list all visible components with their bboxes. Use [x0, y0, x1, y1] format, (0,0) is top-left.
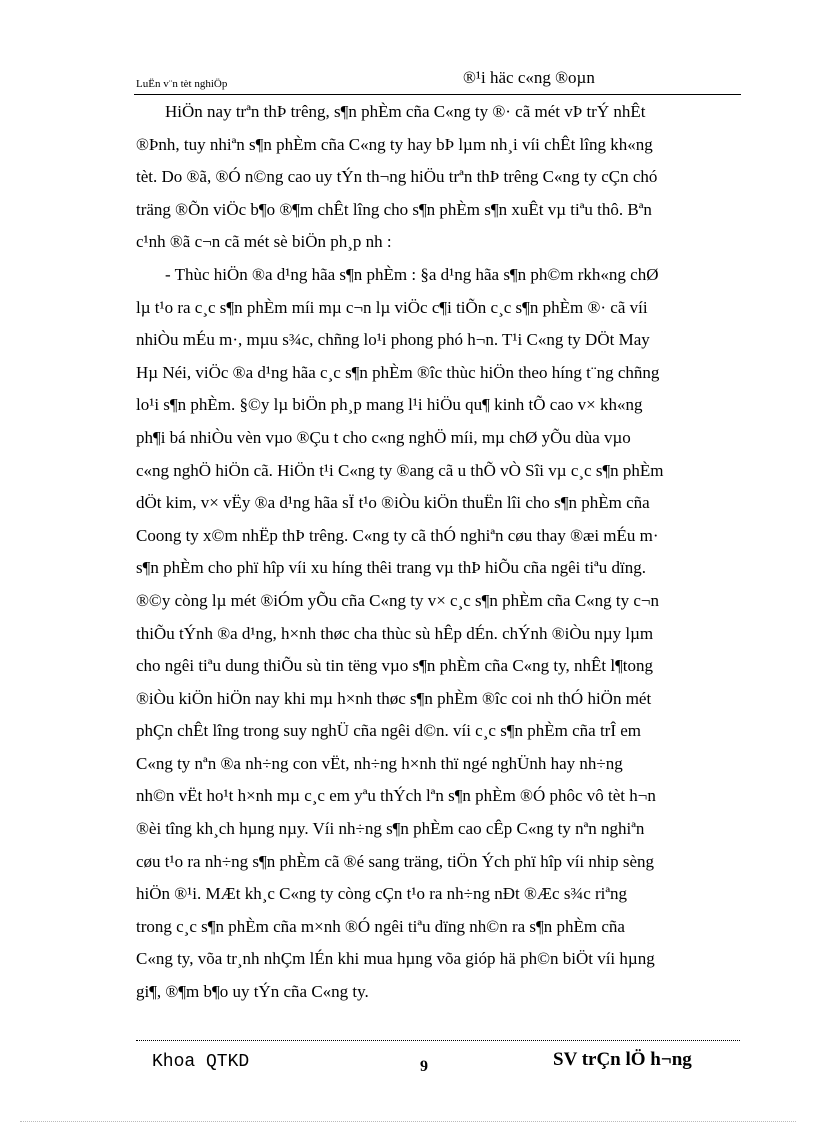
text-line: träng ®Õn viÖc b¶o ®¶m chÊt lîng cho s¶n phÈm s¶n xuÊt vµ tiªu thô. Bªn [136, 199, 652, 219]
text-line: cøu t¹o ra nh÷ng s¶n phÈm cã ®é sang träng, tiÖn Ých phï hîp víi nhip sèng [136, 851, 655, 871]
text-line: phÇn chÊt lîng trong suy nghÜ cña ngêi d©n. víi c¸c s¶n phÈm cña trÎ em [136, 721, 642, 741]
page-edge [20, 1121, 796, 1122]
text-line: thiÕu tÝnh ®a d¹ng, h×nh thøc cha thùc sù hÊp dÉn. chÝnh ®iÒu nµy lµm [136, 623, 654, 643]
text-line: - Thùc hiÖn ®a d¹ng hãa s¶n phÈm : §a d¹ng hãa s¶n ph©m rkh«ng chØ [165, 264, 659, 284]
text-line: C«ng ty, võa tr¸nh nhÇm lÉn khi mua hµng võa gióp hä ph©n biÖt víi hµng [136, 949, 655, 969]
header-left-title: LuËn v¨n tèt nghiÖp [136, 78, 228, 90]
page-number: 9 [420, 1058, 428, 1075]
header-right-title: ®¹i häc c«ng ®oµn [463, 68, 595, 87]
text-line: c¹nh ®ã c¬n cã mét sè biÖn ph¸p nh : [136, 232, 392, 252]
footer-rule [136, 1040, 740, 1041]
text-line: lo¹i s¶n phÈm. §©y lµ biÖn ph¸p mang l¹i hiÖu qu¶ kinh tÕ cao v× kh«ng [136, 395, 643, 415]
text-line: dÖt kim, v× vËy ®a d¹ng hãa sÏ t¹o ®iÒu kiÖn thuËn lîi cho s¶n phÈm cña [136, 493, 650, 513]
text-line: cho ngêi tiªu dung thiÕu sù tin tëng vµo s¶n phÈm cña C«ng ty, nhÊt l¶tong [136, 656, 654, 676]
body-text [136, 96, 740, 1009]
footer-faculty: Khoa QTKD [152, 1052, 250, 1072]
text-line: hiÖn ®¹i. MÆt kh¸c C«ng ty còng cÇn t¹o ra nh÷ng nÐt ®Æc s¾c riªng [136, 884, 628, 904]
text-line: c«ng nghÖ hiÖn cã. HiÖn t¹i C«ng ty ®ang cã u thÕ vÒ Sîi vµ c¸c s¶n phÈm [136, 460, 664, 480]
text-line: ®©y còng lµ mét ®iÓm yÕu cña C«ng ty v× c¸c s¶n phÈm cña C«ng ty c¬n [136, 590, 660, 610]
text-line: ®èi tîng kh¸ch hµng nµy. Víi nh÷ng s¶n phÈm cao cÊp C«ng ty nªn nghiªn [136, 819, 645, 839]
text-line: ®iÒu kiÖn hiÖn nay khi mµ h×nh thøc s¶n phÈm ®îc coi nh thÓ hiÖn mét [136, 688, 652, 708]
footer-student-name: SV trÇn lÖ h¬ng [553, 1049, 692, 1070]
text-line: nh©n vËt ho¹t h×nh mµ c¸c em yªu thÝch lªn s¶n phÈm ®Ó phôc vô tèt h¬n [136, 786, 656, 806]
text-line: trong c¸c s¶n phÈm cña m×nh ®Ó ngêi tiªu dïng nh©n ra s¶n phÈm cña [136, 916, 625, 936]
text-line: Hµ Néi, viÖc ®a d¹ng hãa c¸c s¶n phÈm ®îc thùc hiÖn theo híng t¨ng chñng [136, 362, 660, 382]
header-rule [134, 94, 741, 95]
text-line: nhiÒu mÉu m·, mµu s¾c, chñng lo¹i phong phó h¬n. T¹i C«ng ty DÖt May [136, 330, 650, 350]
text-line: s¶n phÈm cho phï hîp víi xu híng thêi trang vµ thÞ hiÕu cña ngêi tiªu dïng. [136, 558, 646, 578]
text-line: C«ng ty nªn ®a nh÷ng con vËt, nh÷ng h×nh thï ngé nghÜnh hay nh÷ng [136, 753, 623, 773]
text-line: Coong ty x©m nhËp thÞ trêng. C«ng ty cã thÓ nghiªn cøu thay ®æi mÉu m· [136, 525, 659, 545]
text-line: ®Þnh, tuy nhiªn s¶n phÈm cña C«ng ty hay bÞ lµm nh¸i víi chÊt lîng kh«ng [136, 134, 653, 154]
text-line: ph¶i bá nhiÒu vèn vµo ®Çu t cho c«ng nghÖ míi, mµ chØ yÕu dùa vµo [136, 427, 631, 447]
text-line: lµ t¹o ra c¸c s¶n phÈm míi mµ c¬n lµ viÖc c¶i tiÕn c¸c s¶n phÈm ®· cã víi [136, 297, 648, 317]
text-line: HiÖn nay trªn thÞ trêng, s¶n phÈm cña C«ng ty ®· cã mét vÞ trÝ nhÊt [165, 102, 646, 121]
text-line: tèt. Do ®ã, ®Ó n©ng cao uy tÝn th¬ng hiÖu trªn thÞ trêng C«ng ty cÇn chó [136, 167, 658, 187]
text-line: gi¶, ®¶m b¶o uy tÝn cña C«ng ty. [136, 982, 369, 1002]
